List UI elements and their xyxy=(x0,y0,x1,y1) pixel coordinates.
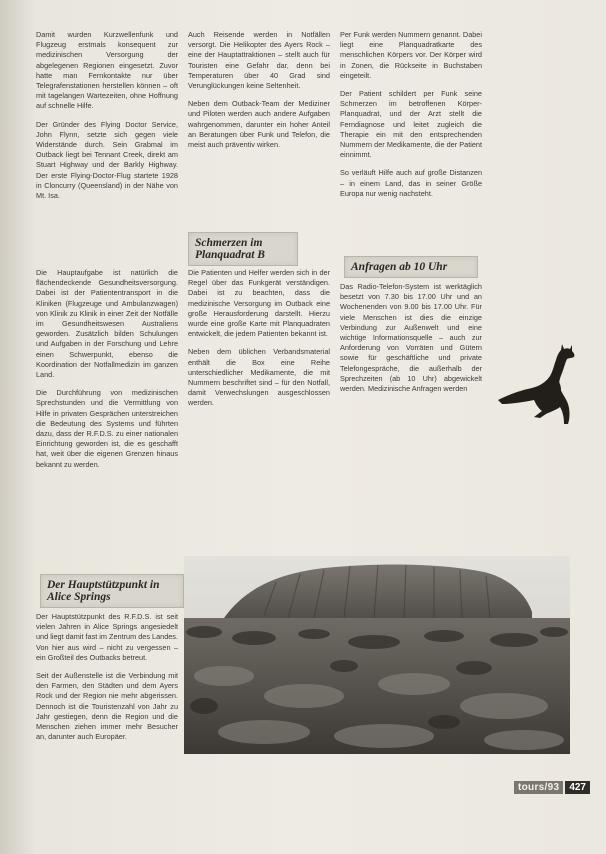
column-3-top xyxy=(340,30,482,207)
paragraph: Seit der Außenstelle ist die Verbindung mit den Farmen, den Städten und dem Ayers Rock und der Region nie mehr abgerissen. Dennoch ist die Touristenzahl von Jahr zu Jahr gestiegen, denn die Region und die Menschen ziehen immer mehr Besucher an, darunter auch Europäer. xyxy=(36,671,178,742)
paragraph: Der Patient schildert per Funk seine Schmerzen im betroffenen Körper-Planquadrat, und der Arzt stellt die Ferndiagnose und leitet zugleich die Therapie ein mit den entsprechenden Nummern der Medikamente, die der Patient einnimmt. xyxy=(340,89,482,160)
paragraph: Die Patienten und Helfer werden sich in der Regel über das Funkgerät verständigen. Dabei ist zu beachten, dass die medizinische Versorgung im Outback eine große Herausforderung darstellt. Hierzu wurde eine große Karte mit Planquadraten entwickelt, die jedem Patienten bekannt ist. xyxy=(188,268,330,339)
page-number: 427 xyxy=(565,781,590,794)
column-2-middle xyxy=(188,268,330,417)
paragraph: Per Funk werden Nummern genannt. Dabei liegt eine Planquadratkarte des menschlichen Körpers vor. Der Körper wird in Zonen, die Rückseite in Buchstaben eingeteilt. xyxy=(340,30,482,80)
paragraph: Der Gründer des Flying Doctor Service, John Flynn, setzte sich gegen viele Widerstände durch. Sein Grabmal im Outback liegt bei Tennant Creek, direkt am Stuart Highway und der Barkly Highway. Der erste Flying-Doctor-Flug startete 1928 in Cloncurry (Queensland) in der Nähe von Mt. Isa. xyxy=(36,119,178,201)
paragraph: Das Radio-Telefon-System ist werktäglich besetzt von 7.30 bis 17.00 Uhr und an Wochenenden von 9.00 bis 17.00 Uhr. Für viele Menschen ist dies die einzige Verbindung zur Außenwelt und eine wichtige Informationsquelle – auch zur Anforderung von Vorräten und Gütern sowie für geschäftliche und private Telefongespräche, die außerhalb der Sprechzeiten (ab 10 Uhr) abgewickelt werden. Medizinische Anfragen werden xyxy=(340,282,482,394)
ayers-rock-photo xyxy=(184,556,570,754)
column-1-bottom xyxy=(36,612,178,750)
paragraph: Auch Reisende werden in Notfällen versorgt. Die Helikopter des Ayers Rock – eine der Hauptattraktionen – stellt auch für Touristen eine Gefahr dar, denn bei Temperaturen über 40 Grad sind Verunglückungen keine Seltenheit. xyxy=(188,30,330,91)
column-3-middle xyxy=(340,282,482,402)
kangaroo-silhouette-icon xyxy=(488,338,580,432)
column-1-top xyxy=(36,30,178,209)
paragraph: Neben dem üblichen Verbandsmaterial enthält die Box eine Reihe unterschiedlicher Medikamente, die mit Nummern beschriftet sind – für den Notfall, damit Verwechslungen ausgeschlossen werden. xyxy=(188,347,330,408)
section-heading-anfragen: Anfragen ab 10 Uhr xyxy=(344,256,478,278)
column-2-top xyxy=(188,30,330,158)
paragraph: Neben dem Outback-Team der Mediziner und Piloten werden auch andere Aufgaben wahrgenommen, darunter ein hoher Anteil an Beratungen über Funk und Telefon, die meist auch präventiv wirken. xyxy=(188,99,330,150)
paragraph: Die Durchführung von medizinischen Sprechstunden und die Vermittlung von Hilfe in privaten Gesprächen unterstreichen die Bedeutung des Systems und führten dazu, dass der R.F.D.S. zu einer nationalen Einrichtung geworden ist, die es geschafft hat, weit über die eigenen Grenzen hinaus bekannt zu werden. xyxy=(36,388,178,469)
paragraph: So verläuft Hilfe auch auf große Distanzen – in einem Land, das in seiner Größe Europa nur wenig nachsteht. xyxy=(340,168,482,198)
section-heading-hauptstuetzpunkt: Der Hauptstützpunkt in Alice Springs xyxy=(40,574,184,608)
paragraph: Damit wurden Kurzwellenfunk und Flugzeug erstmals konsequent zur medizinischen Versorgung der abgelegenen Regionen eingesetzt. Zuvor hatte man Fernkontakte nur über Telegrafenstationen herstellen können – oft mit tagelangen Wartezeiten, ohne Hoffnung auf schnelle Hilfe. xyxy=(36,30,178,111)
paragraph: Die Hauptaufgabe ist natürlich die flächendeckende Gesundheitsversorgung. Dabei ist der Patiententransport in die Kliniken (Flugzeuge und Ambulanzwagen) von Klinik zu Klinik in einer Zeit der Notfälle im Gesundheitswesen Australiens geworden. Zusätzlich bilden Schulungen und Aufgaben in der Forschung und Lehre einen Schwerpunkt, ebenso die Koordination der Notfallmedizin im ganzen Land. xyxy=(36,268,178,380)
section-heading-schmerzen: Schmerzen im Planquadrat B xyxy=(188,232,298,266)
page-folio xyxy=(514,779,590,795)
column-1-middle xyxy=(36,268,178,478)
paragraph: Der Hauptstützpunkt des R.F.D.S. ist seit vielen Jahren in Alice Springs angesiedelt und liegt damit fast im Zentrum des Landes. Von hier aus wird – nicht zu vergessen – ein Großteil des Outbacks betreut. xyxy=(36,612,178,662)
magazine-label: tours/93 xyxy=(514,781,563,794)
